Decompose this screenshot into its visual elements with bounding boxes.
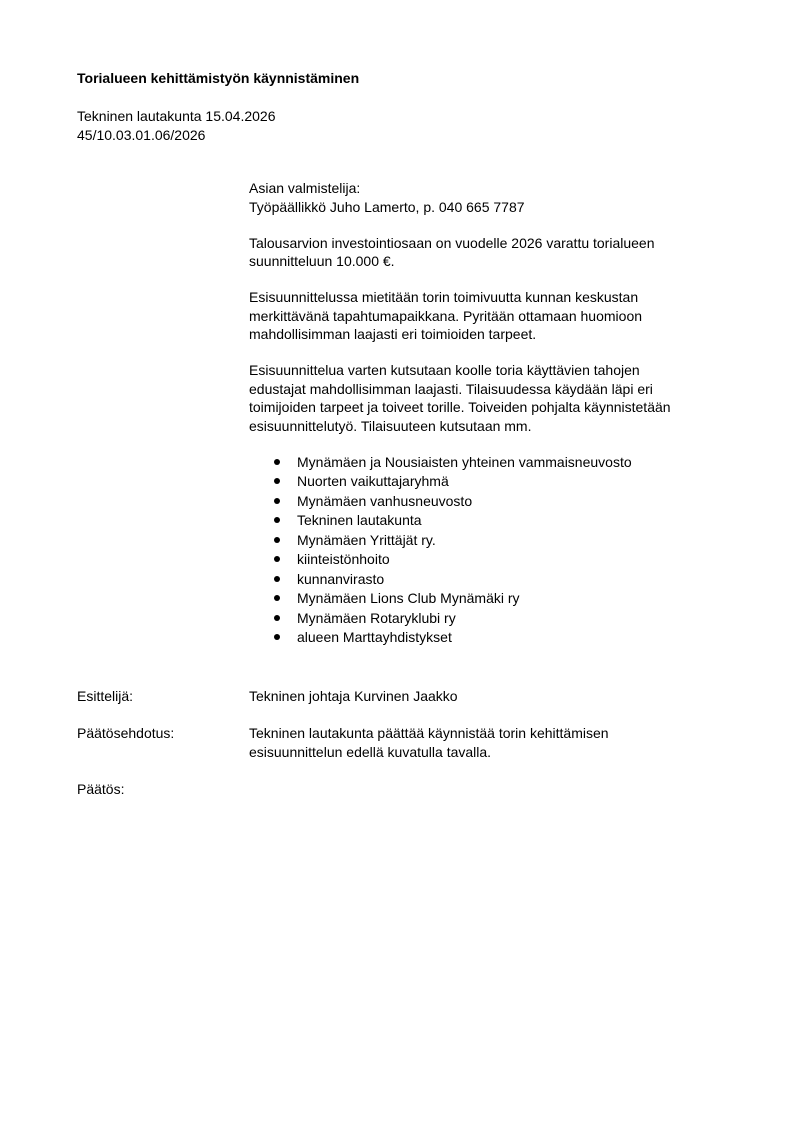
invitee-name: Mynämäen Yrittäjät ry. <box>297 531 436 548</box>
list-item <box>274 453 739 473</box>
paragraph-line: suunnitteluun 10.000 €. <box>249 253 395 269</box>
list-item <box>274 550 739 570</box>
invitee-name: Mynämäen vanhusneuvosto <box>297 492 473 509</box>
invitee-name: alueen Marttayhdistykset <box>297 629 452 645</box>
list-item <box>274 589 739 609</box>
meeting-info <box>77 107 276 144</box>
paragraph-line: mahdollisimman laajasti eri toimioiden tarpeet. <box>249 326 537 342</box>
invitee-name: Mynämäen Rotaryklubi ry <box>297 609 456 626</box>
budget-paragraph <box>249 234 739 271</box>
proposal-line: esisuunnittelun edellä kuvatulla tavalla. <box>249 743 492 760</box>
invitee-name: Tekninen lautakunta <box>297 512 422 528</box>
bullet-icon <box>274 634 280 640</box>
paragraph-line: edustajat mahdollisimman laajasti. Tilaisuudessa käydään läpi eri <box>249 380 653 397</box>
bullet-icon <box>274 498 280 504</box>
case-body <box>249 179 739 648</box>
invitee-name: kiinteistönhoito <box>297 551 390 567</box>
paragraph-line: esisuunnittelutyö. Tilaisuuteen kutsutaan mm. <box>249 417 532 434</box>
planning-paragraph <box>249 288 739 344</box>
bullet-icon <box>274 576 280 582</box>
bullet-icon <box>274 615 280 621</box>
invitee-name: Mynämäen ja Nousiaisten yhteinen vammaisneuvosto <box>297 453 632 470</box>
proposal-label: Päätösehdotus: <box>77 725 175 741</box>
paragraph-line: Talousarvion investointiosaan on vuodelle 2026 varattu torialueen <box>249 234 655 251</box>
decision-label: Päätös: <box>77 781 125 797</box>
document-title: Torialueen kehittämistyön käynnistäminen <box>77 70 360 86</box>
proposal-line: Tekninen lautakunta päättää käynnistää torin kehittämisen <box>249 725 609 741</box>
paragraph-line: Esisuunnittelussa mietitään torin toimivuutta kunnan keskustan <box>249 289 639 305</box>
presenter-value: Tekninen johtaja Kurvinen Jaakko <box>249 688 458 704</box>
paragraph-line: toimijoiden tarpeet ja toiveet torille. Toiveiden pohjalta käynnistetään <box>249 399 671 415</box>
list-item <box>274 531 739 551</box>
bullet-icon <box>274 556 280 562</box>
invitee-list <box>249 453 739 648</box>
preparer-block <box>249 179 739 216</box>
list-item <box>274 628 739 648</box>
meeting-name-date: Tekninen lautakunta 15.04.2026 <box>77 108 276 124</box>
paragraph-line: merkittävänä tapahtumapaikkana. Pyritään ottamaan huomioon <box>249 307 643 324</box>
proposal-value <box>249 724 609 761</box>
list-item <box>274 570 739 590</box>
bullet-icon <box>274 595 280 601</box>
invitation-paragraph <box>249 361 739 435</box>
invitee-name: Mynämäen Lions Club Mynämäki ry <box>297 590 520 606</box>
reference-number: 45/10.03.01.06/2026 <box>77 126 206 143</box>
preparer-label: Asian valmistelija: <box>249 180 361 196</box>
list-item <box>274 511 739 531</box>
bullet-icon <box>274 517 280 523</box>
list-item <box>274 472 739 492</box>
presenter-label: Esittelijä: <box>77 688 134 704</box>
paragraph-line: Esisuunnittelua varten kutsutaan koolle toria käyttävien tahojen <box>249 362 640 378</box>
bullet-icon <box>274 537 280 543</box>
list-item <box>274 609 739 629</box>
preparer-name: Työpäällikkö Juho Lamerto, p. 040 665 7787 <box>249 198 525 215</box>
bullet-icon <box>274 459 280 465</box>
invitee-name: Nuorten vaikuttajaryhmä <box>297 473 449 489</box>
list-item <box>274 492 739 512</box>
invitee-name: kunnanvirasto <box>297 570 385 587</box>
bullet-icon <box>274 478 280 484</box>
